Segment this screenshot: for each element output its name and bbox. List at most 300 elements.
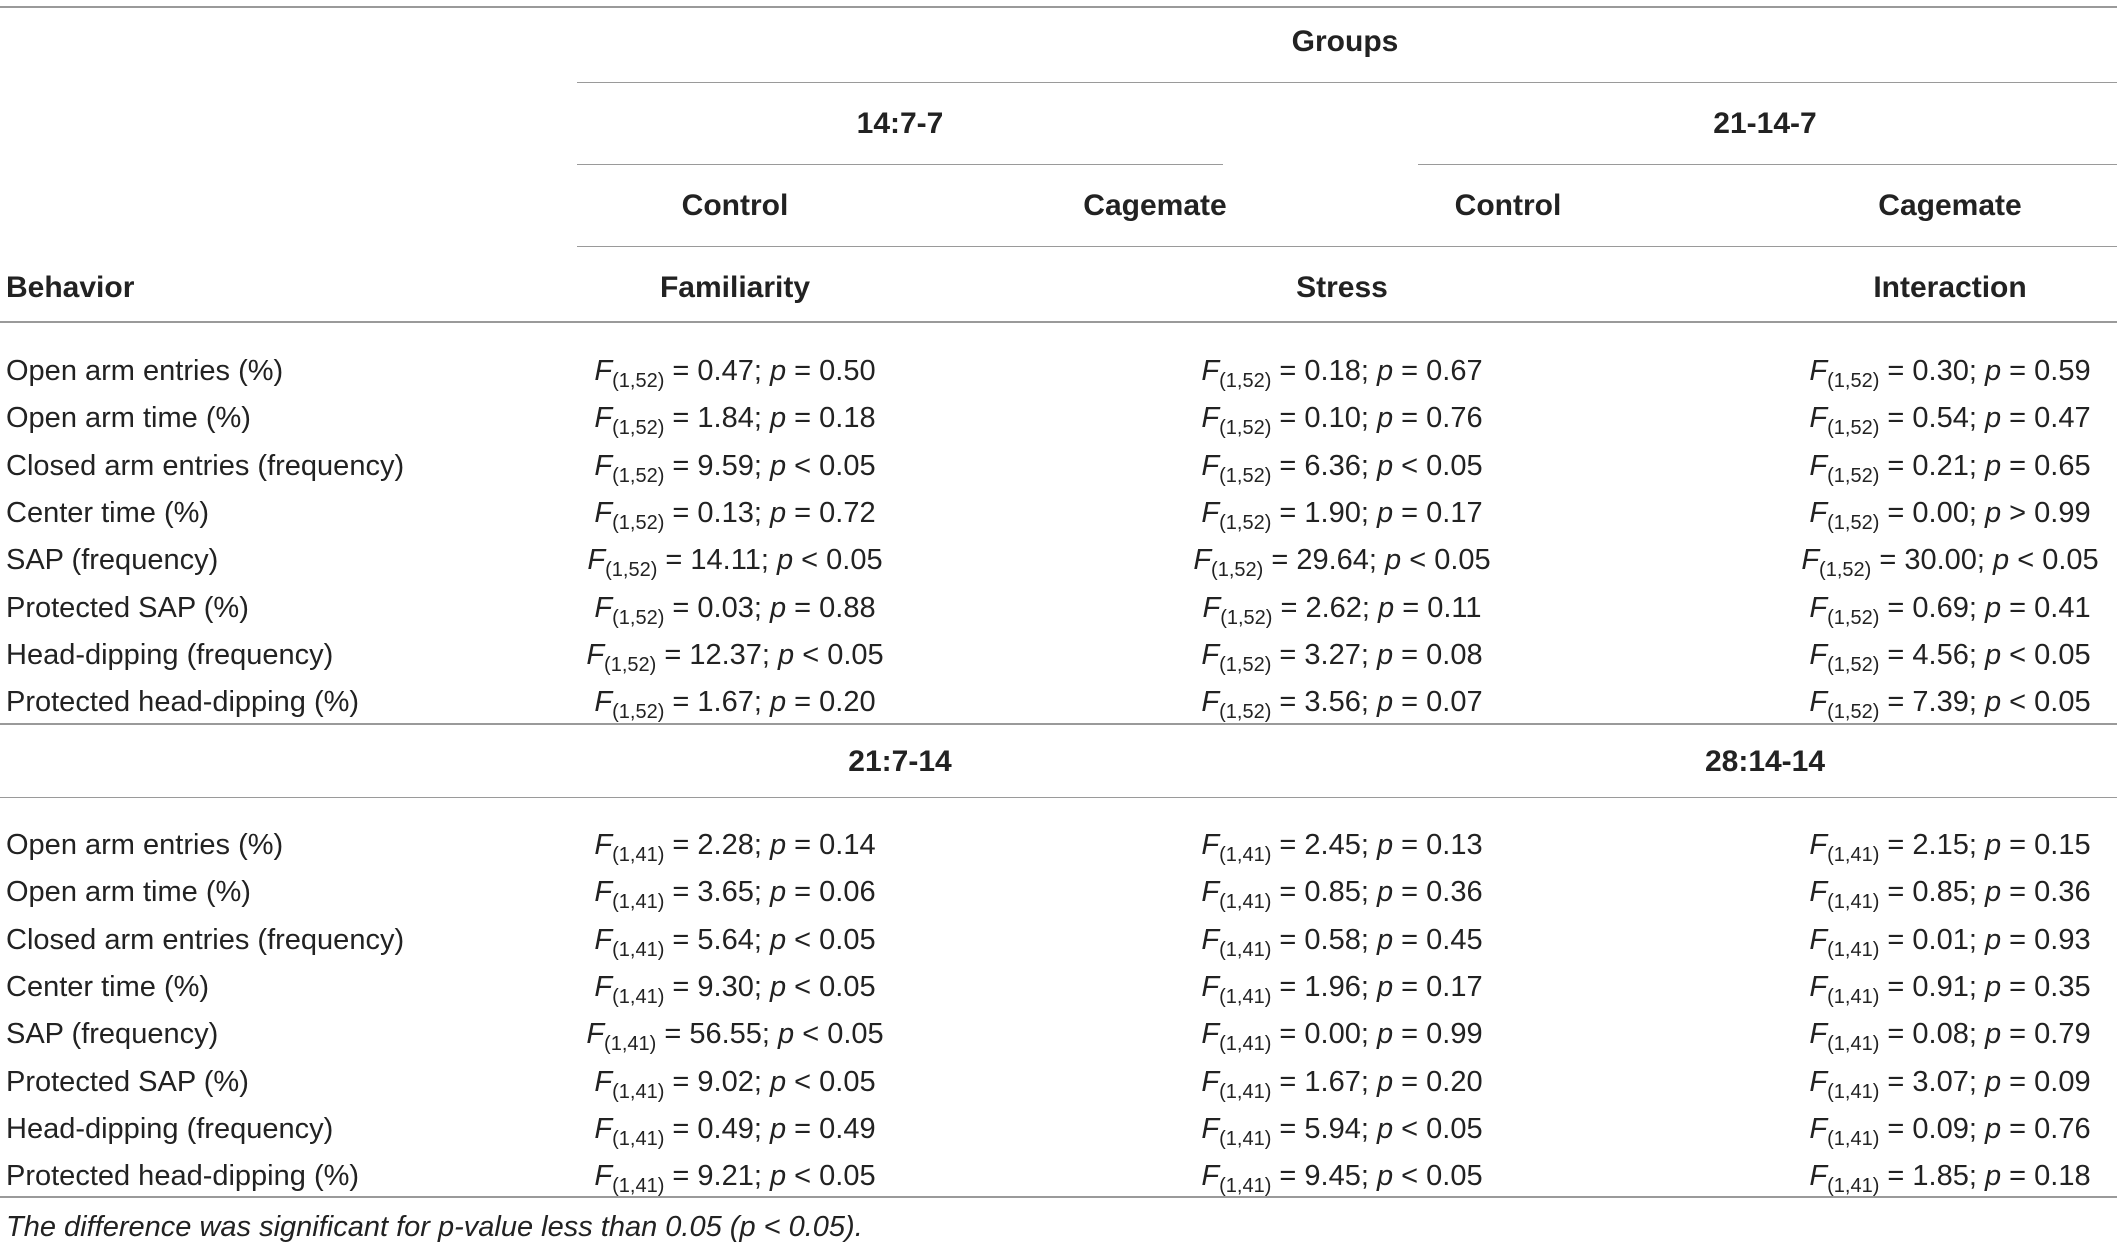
f-symbol: F [1809, 449, 1828, 482]
p-value: < 0.05 [2001, 686, 2091, 719]
p-symbol: p [1376, 449, 1394, 482]
p-value: = 0.13 [1393, 829, 1483, 861]
p-value: = 0.15 [2001, 829, 2091, 861]
familiarity-stat-cell [594, 970, 876, 1008]
degrees-of-freedom: (1,52) [1219, 653, 1272, 676]
f-value: = 2.45; [1271, 829, 1377, 861]
f-value: = 3.27; [1271, 638, 1377, 671]
p-symbol: p [1984, 686, 2002, 719]
p-symbol: p [1984, 1112, 2002, 1145]
f-symbol: F [594, 496, 613, 529]
p-value: = 0.06 [786, 876, 876, 909]
degrees-of-freedom: (1,52) [1827, 606, 1880, 629]
p-symbol: p [1984, 1065, 2002, 1098]
p-symbol: p [1984, 829, 2002, 861]
degrees-of-freedom: (1,41) [612, 844, 665, 866]
stress-stat-cell [1201, 638, 1483, 676]
interaction-stat-cell [1809, 496, 2091, 534]
p-value: = 0.36 [2001, 876, 2091, 909]
f-value: = 0.85; [1879, 876, 1985, 909]
p-symbol: p [1984, 970, 2002, 1003]
interaction-stat-cell [1809, 591, 2091, 629]
degrees-of-freedom: (1,52) [1219, 511, 1272, 534]
p-symbol: p [1984, 449, 2002, 482]
p-value: < 0.05 [1401, 544, 1491, 577]
f-value: = 9.21; [664, 1160, 770, 1193]
p-symbol: p [1984, 402, 2002, 435]
stress-stat-cell [1193, 544, 1491, 582]
f-value: = 0.91; [1879, 970, 1985, 1003]
f-symbol: F [1809, 1018, 1828, 1051]
p-symbol: p [1376, 402, 1394, 435]
f-value: = 0.47; [664, 355, 770, 387]
f-value: = 2.62; [1272, 591, 1379, 624]
degrees-of-freedom: (1,41) [612, 1175, 665, 1198]
stress-stat-cell [1201, 1065, 1483, 1103]
f-value: = 30.00; [1871, 544, 1994, 577]
p-symbol: p [769, 449, 787, 482]
footnote: The difference was significant for p-value less than 0.05 (p < 0.05). [6, 1211, 863, 1243]
p-symbol: p [1376, 829, 1394, 861]
familiarity-stat-cell [594, 1065, 876, 1103]
p-value: = 0.76 [1393, 402, 1483, 435]
f-value: = 29.64; [1263, 544, 1386, 577]
degrees-of-freedom: (1,41) [1219, 938, 1272, 961]
f-value: = 1.67; [1271, 1065, 1377, 1098]
p-symbol: p [1376, 496, 1394, 529]
p-symbol: p [769, 1065, 787, 1098]
f-symbol: F [1809, 402, 1828, 435]
f-symbol: F [1201, 829, 1220, 861]
degrees-of-freedom: (1,41) [1219, 985, 1272, 1008]
p-value: < 0.05 [786, 1065, 876, 1098]
degrees-of-freedom: (1,41) [1827, 938, 1880, 961]
p-symbol: p [1984, 923, 2002, 956]
familiarity-stat-cell [594, 1112, 876, 1150]
f-value: = 1.90; [1271, 496, 1377, 529]
stress-stat-cell [1201, 496, 1483, 534]
groups-header: Groups [1291, 25, 1399, 58]
p-symbol: p [769, 355, 787, 387]
stress-stat-cell [1201, 829, 1483, 866]
familiarity-column-header: Familiarity [659, 271, 811, 304]
f-value: = 7.39; [1879, 686, 1985, 719]
degrees-of-freedom: (1,52) [612, 701, 665, 724]
f-symbol: F [1201, 923, 1220, 956]
f-value: = 0.08; [1879, 1018, 1985, 1051]
interaction-stat-cell [1809, 1018, 2091, 1056]
degrees-of-freedom: (1,41) [612, 891, 665, 914]
group-a-cagemate-header: Cagemate [1083, 189, 1227, 222]
p-value: = 0.20 [786, 686, 876, 719]
p-value: = 0.76 [2001, 1112, 2091, 1145]
familiarity-stat-cell [586, 638, 884, 676]
groups-underline [577, 82, 2117, 83]
interaction-stat-cell [1809, 970, 2091, 1008]
f-value: = 14.11; [657, 544, 777, 577]
stress-stat-cell [1201, 970, 1483, 1008]
p-symbol: p [778, 638, 795, 671]
p-value: > 0.99 [2001, 496, 2091, 529]
degrees-of-freedom: (1,41) [612, 985, 665, 1008]
group-b-header: 21-14-7 [1713, 107, 1817, 140]
p-value: = 0.59 [2001, 355, 2091, 387]
group-b-underline [1418, 164, 2117, 165]
f-symbol: F [594, 1160, 613, 1193]
f-value: = 9.45; [1271, 1160, 1377, 1193]
f-symbol: F [594, 970, 613, 1003]
p-symbol: p [1376, 876, 1394, 909]
f-symbol: F [1809, 355, 1828, 387]
f-symbol: F [1193, 544, 1212, 577]
behavior-label: Head-dipping (frequency) [6, 638, 334, 671]
f-symbol: F [1809, 1112, 1828, 1145]
f-symbol: F [594, 829, 613, 861]
f-symbol: F [594, 1065, 613, 1098]
p-symbol: p [1376, 1018, 1394, 1051]
familiarity-stat-cell [594, 686, 876, 724]
f-symbol: F [1202, 591, 1221, 624]
degrees-of-freedom: (1,52) [612, 511, 665, 534]
subgroup-underline [577, 246, 2117, 247]
header-bottom-rule [0, 321, 2117, 323]
p-symbol: p [769, 876, 787, 909]
group-b-cagemate-header: Cagemate [1878, 189, 2022, 222]
interaction-stat-cell [1809, 1065, 2091, 1103]
f-symbol: F [587, 544, 606, 577]
degrees-of-freedom: (1,52) [604, 653, 657, 676]
f-value: = 0.54; [1879, 402, 1985, 435]
familiarity-stat-cell [594, 876, 876, 914]
familiarity-stat-cell [594, 923, 876, 961]
p-symbol: p [1376, 355, 1394, 387]
f-value: = 9.02; [664, 1065, 770, 1098]
p-value: < 0.05 [786, 970, 876, 1003]
familiarity-stat-cell [594, 829, 876, 866]
f-value: = 1.96; [1271, 970, 1377, 1003]
p-symbol: p [769, 829, 787, 861]
degrees-of-freedom: (1,41) [1219, 891, 1272, 914]
p-value: = 0.41 [2001, 591, 2091, 624]
degrees-of-freedom: (1,41) [1827, 1175, 1880, 1198]
degrees-of-freedom: (1,41) [1219, 1080, 1272, 1103]
p-value: = 0.17 [1393, 970, 1483, 1003]
stress-stat-cell [1201, 355, 1483, 392]
interaction-stat-cell [1809, 355, 2091, 392]
f-symbol: F [1201, 496, 1220, 529]
f-value: = 5.64; [664, 923, 770, 956]
f-symbol: F [594, 686, 613, 719]
f-symbol: F [586, 638, 605, 671]
p-value: = 0.18 [2001, 1160, 2091, 1193]
f-symbol: F [1201, 638, 1220, 671]
p-symbol: p [1993, 544, 2010, 577]
f-symbol: F [594, 1112, 613, 1145]
p-value: = 0.36 [1393, 876, 1483, 909]
familiarity-stat-cell [594, 496, 876, 534]
degrees-of-freedom: (1,41) [1219, 1033, 1272, 1056]
p-symbol: p [1984, 1018, 2002, 1051]
f-value: = 2.15; [1879, 829, 1985, 861]
degrees-of-freedom: (1,52) [605, 559, 658, 582]
behavior-label: Protected head-dipping (%) [6, 686, 360, 719]
f-symbol: F [1809, 923, 1828, 956]
stress-column-header: Stress [1296, 271, 1388, 304]
degrees-of-freedom: (1,52) [1827, 511, 1880, 534]
f-symbol: F [1809, 686, 1828, 719]
p-symbol: p [1376, 1160, 1394, 1193]
f-symbol: F [594, 402, 613, 435]
behavior-label: Protected head-dipping (%) [6, 1160, 360, 1193]
p-value: = 0.93 [2001, 923, 2091, 956]
behavior-label: Center time (%) [6, 496, 210, 529]
interaction-stat-cell [1809, 449, 2091, 487]
behavior-label: SAP (frequency) [6, 544, 219, 577]
bottom-rule [0, 1196, 2117, 1198]
p-value: < 0.05 [1393, 1160, 1483, 1193]
f-symbol: F [1201, 1160, 1220, 1193]
p-symbol: p [776, 544, 794, 577]
p-value: = 0.09 [2001, 1065, 2091, 1098]
p-symbol: p [769, 970, 787, 1003]
p-value: = 0.79 [2001, 1018, 2091, 1051]
p-symbol: p [1984, 638, 2002, 671]
degrees-of-freedom: (1,41) [612, 1127, 665, 1150]
f-symbol: F [594, 591, 613, 624]
stress-stat-cell [1202, 591, 1482, 629]
degrees-of-freedom: (1,41) [1827, 1080, 1880, 1103]
f-value: = 1.85; [1879, 1160, 1985, 1193]
f-symbol: F [1201, 449, 1220, 482]
behavior-label: Open arm entries (%) [6, 829, 284, 861]
p-symbol: p [1984, 876, 2002, 909]
interaction-stat-cell [1809, 923, 2091, 961]
p-symbol: p [769, 1160, 787, 1193]
f-symbol: F [1809, 638, 1828, 671]
f-symbol: F [1801, 544, 1820, 577]
f-value: = 0.01; [1879, 923, 1985, 956]
degrees-of-freedom: (1,41) [1219, 844, 1272, 866]
behavior-label: Open arm time (%) [6, 876, 251, 909]
f-value: = 0.85; [1271, 876, 1377, 909]
behavior-label: Head-dipping (frequency) [6, 1112, 334, 1145]
f-value: = 2.28; [664, 829, 770, 861]
p-value: = 0.17 [1393, 496, 1483, 529]
interaction-stat-cell [1801, 544, 2099, 582]
degrees-of-freedom: (1,41) [612, 938, 665, 961]
f-value: = 12.37; [656, 638, 779, 671]
degrees-of-freedom: (1,52) [1211, 559, 1264, 582]
p-symbol: p [1984, 591, 2002, 624]
p-symbol: p [778, 1018, 795, 1051]
familiarity-stat-cell [594, 449, 876, 487]
behavior-column-header: Behavior [6, 271, 135, 304]
behavior-label: Open arm entries (%) [6, 355, 284, 387]
section2-left-title: 21:7-14 [848, 745, 952, 778]
p-value: = 0.67 [1393, 355, 1483, 387]
degrees-of-freedom: (1,52) [1219, 701, 1272, 724]
degrees-of-freedom: (1,52) [1827, 464, 1880, 487]
p-value: < 0.05 [1393, 1112, 1483, 1145]
p-value: < 0.05 [794, 638, 884, 671]
f-symbol: F [1809, 829, 1828, 861]
stress-stat-cell [1201, 686, 1483, 724]
interaction-stat-cell [1809, 876, 2091, 914]
stress-stat-cell [1201, 402, 1483, 440]
f-value: = 0.00; [1879, 496, 1985, 529]
p-value: = 0.07 [1393, 686, 1483, 719]
f-value: = 5.94; [1271, 1112, 1377, 1145]
degrees-of-freedom: (1,41) [1827, 844, 1880, 866]
f-symbol: F [1809, 1160, 1828, 1193]
degrees-of-freedom: (1,52) [612, 606, 665, 629]
behavior-label: Protected SAP (%) [6, 1065, 249, 1098]
p-value: = 0.08 [1393, 638, 1483, 671]
p-value: = 0.11 [1394, 591, 1482, 624]
f-value: = 0.49; [664, 1112, 770, 1145]
p-value: = 0.18 [786, 402, 876, 435]
stress-stat-cell [1201, 1018, 1483, 1056]
stress-stat-cell [1201, 876, 1483, 914]
f-symbol: F [1809, 970, 1828, 1003]
p-value: = 0.47 [2001, 402, 2091, 435]
degrees-of-freedom: (1,52) [612, 464, 665, 487]
degrees-of-freedom: (1,52) [1827, 417, 1880, 440]
interaction-stat-cell [1809, 829, 2091, 866]
p-symbol: p [1376, 1065, 1394, 1098]
familiarity-stat-cell [594, 591, 876, 629]
p-symbol: p [769, 402, 787, 435]
f-symbol: F [594, 923, 613, 956]
familiarity-stat-cell [587, 544, 883, 582]
group-b-control-header: Control [1454, 189, 1562, 222]
p-symbol: p [1376, 1112, 1394, 1145]
p-value: = 0.49 [786, 1112, 876, 1145]
p-symbol: p [1385, 544, 1402, 577]
section-divider-rule [0, 723, 2117, 725]
interaction-stat-cell [1809, 402, 2091, 440]
f-symbol: F [1201, 1018, 1220, 1051]
degrees-of-freedom: (1,41) [1827, 985, 1880, 1008]
f-symbol: F [1201, 876, 1220, 909]
f-symbol: F [594, 876, 613, 909]
f-symbol: F [1201, 402, 1220, 435]
p-symbol: p [1378, 591, 1395, 624]
behavior-label: Center time (%) [6, 970, 210, 1003]
behavior-label: SAP (frequency) [6, 1018, 219, 1051]
f-value: = 0.69; [1879, 591, 1985, 624]
group-a-control-header: Control [681, 189, 789, 222]
p-value: = 0.20 [1393, 1065, 1483, 1098]
p-value: < 0.05 [2009, 544, 2099, 577]
interaction-stat-cell [1809, 686, 2091, 724]
f-symbol: F [1201, 1065, 1220, 1098]
degrees-of-freedom: (1,41) [1827, 1127, 1880, 1150]
stress-stat-cell [1201, 1160, 1483, 1198]
f-value: = 3.65; [664, 876, 770, 909]
p-symbol: p [769, 923, 787, 956]
degrees-of-freedom: (1,52) [1827, 370, 1880, 392]
group-a-header: 14:7-7 [856, 107, 944, 140]
f-symbol: F [594, 355, 613, 387]
p-value: = 0.99 [1393, 1018, 1483, 1051]
f-value: = 56.55; [656, 1018, 779, 1051]
p-value: < 0.05 [1393, 449, 1483, 482]
f-symbol: F [1201, 686, 1220, 719]
f-value: = 9.30; [664, 970, 770, 1003]
f-symbol: F [586, 1018, 605, 1051]
degrees-of-freedom: (1,52) [1219, 370, 1272, 392]
f-value: = 1.84; [664, 402, 770, 435]
degrees-of-freedom: (1,41) [1827, 891, 1880, 914]
f-value: = 0.10; [1271, 402, 1377, 435]
p-symbol: p [1376, 638, 1394, 671]
f-symbol: F [1809, 591, 1828, 624]
degrees-of-freedom: (1,52) [1219, 417, 1272, 440]
interaction-stat-cell [1809, 1112, 2091, 1150]
p-symbol: p [769, 1112, 787, 1145]
familiarity-stat-cell [594, 355, 876, 392]
f-symbol: F [1201, 1112, 1220, 1145]
section2-right-title: 28:14-14 [1704, 745, 1826, 778]
behavior-label: Protected SAP (%) [6, 591, 249, 624]
p-value: = 0.88 [786, 591, 876, 624]
p-symbol: p [1376, 970, 1394, 1003]
f-symbol: F [1201, 970, 1220, 1003]
degrees-of-freedom: (1,41) [612, 1080, 665, 1103]
f-value: = 0.30; [1879, 355, 1985, 387]
p-value: < 0.05 [786, 449, 876, 482]
p-value: = 0.45 [1393, 923, 1483, 956]
interaction-stat-cell [1809, 638, 2091, 676]
p-symbol: p [769, 591, 787, 624]
degrees-of-freedom: (1,52) [612, 370, 665, 392]
f-symbol: F [1201, 355, 1220, 387]
familiarity-stat-cell [594, 402, 876, 440]
f-value: = 0.09; [1879, 1112, 1985, 1145]
behavior-label: Open arm time (%) [6, 402, 251, 435]
p-symbol: p [1984, 355, 2002, 387]
degrees-of-freedom: (1,52) [1827, 701, 1880, 724]
f-value: = 0.21; [1879, 449, 1985, 482]
p-symbol: p [1984, 1160, 2002, 1193]
p-symbol: p [769, 496, 787, 529]
f-value: = 0.00; [1271, 1018, 1377, 1051]
f-value: = 3.56; [1271, 686, 1377, 719]
degrees-of-freedom: (1,41) [1827, 1033, 1880, 1056]
f-symbol: F [1809, 876, 1828, 909]
familiarity-stat-cell [594, 1160, 876, 1198]
p-value: = 0.65 [2001, 449, 2091, 482]
f-symbol: F [594, 449, 613, 482]
behavior-label: Closed arm entries (frequency) [6, 923, 405, 956]
degrees-of-freedom: (1,52) [1819, 559, 1872, 582]
p-symbol: p [1984, 496, 2002, 529]
f-value: = 1.67; [664, 686, 770, 719]
interaction-column-header: Interaction [1873, 271, 2027, 304]
p-value: = 0.72 [786, 496, 876, 529]
f-value: = 0.13; [664, 496, 770, 529]
top-rule [0, 6, 2117, 8]
stress-stat-cell [1201, 1112, 1483, 1150]
group-a-underline [577, 164, 1223, 165]
f-value: = 0.18; [1271, 355, 1377, 387]
p-value: < 0.05 [2001, 638, 2091, 671]
p-symbol: p [1376, 686, 1394, 719]
p-value: < 0.05 [786, 1160, 876, 1193]
p-value: < 0.05 [786, 923, 876, 956]
familiarity-stat-cell [586, 1018, 884, 1056]
